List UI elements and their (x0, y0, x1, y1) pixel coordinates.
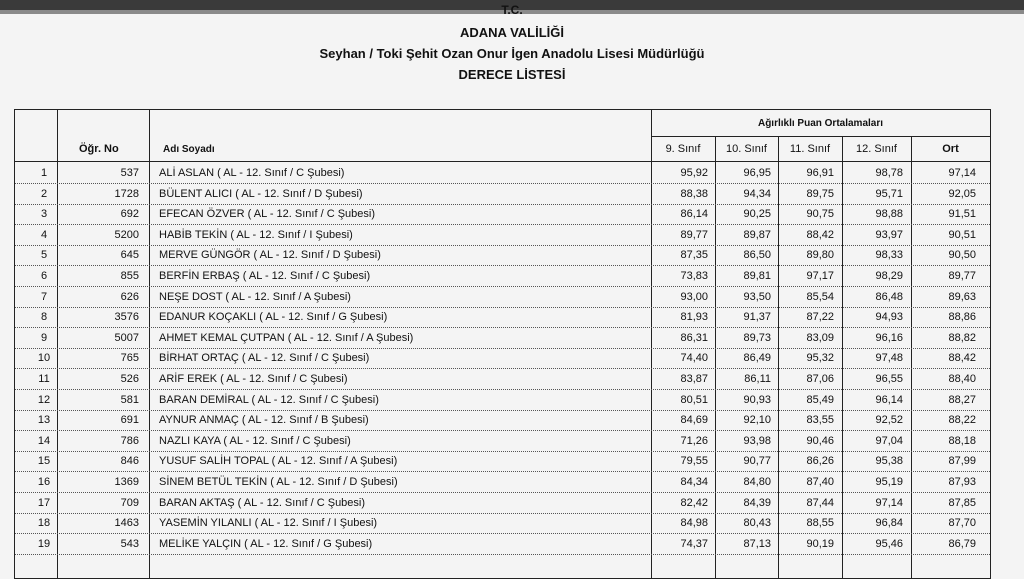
table-row (15, 533, 990, 555)
grade11-score: 89,80 (806, 249, 834, 262)
row-number: 4 (40, 228, 48, 241)
grade12-score: 92,52 (875, 414, 903, 427)
student-name: MELİKE YALÇIN ( AL - 12. Sınıf / G Şubesi) (159, 537, 373, 550)
average-score: 87,99 (948, 455, 976, 468)
grade9-score: 79,55 (680, 455, 708, 468)
grade12-score: 95,19 (875, 476, 903, 488)
grade10-score: 93,98 (743, 434, 771, 447)
grade10-score: 86,50 (743, 249, 771, 262)
student-number: 581 (120, 393, 139, 406)
table-row (15, 183, 990, 205)
student-name: AHMET KEMAL ÇUTPAN ( AL - 12. Sınıf / A Şubesi) (159, 331, 414, 344)
grade11-score: 88,55 (806, 517, 834, 530)
grade10-score: 90,77 (743, 455, 771, 468)
weighted-avg-header: Ağırlıklı Puan Ortalamaları (757, 118, 884, 129)
grade11-score: 90,46 (806, 434, 834, 447)
table-row (15, 389, 990, 411)
row-number: 16 (37, 476, 51, 488)
grade9-score: 73,83 (680, 270, 708, 282)
grade12-score: 96,55 (875, 373, 903, 385)
grade10-header: 10. Sınıf (726, 143, 767, 155)
grade10-score: 84,80 (743, 476, 771, 488)
student-name: MERVE GÜNGÖR ( AL - 12. Sınıf / D Şubesi) (159, 249, 381, 262)
table-row (15, 224, 990, 246)
grade11-score: 89,75 (806, 187, 834, 200)
student-name: NEŞE DOST ( AL - 12. Sınıf / A Şubesi) (159, 290, 351, 303)
student-number: 5200 (114, 228, 139, 241)
table-row (15, 409, 990, 431)
row-number: 19 (37, 537, 51, 550)
table-row (15, 512, 990, 534)
average-score: 90,50 (948, 249, 976, 262)
row-number: 6 (40, 270, 48, 282)
student-name: BİRHAT ORTAÇ ( AL - 12. Sınıf / C Şubesi) (159, 352, 370, 365)
student-number: 537 (120, 167, 139, 179)
average-score: 88,82 (948, 331, 976, 344)
grade10-score: 91,37 (743, 311, 771, 324)
grade9-header: 9. Sınıf (665, 143, 701, 155)
table-row (15, 368, 990, 390)
grade10-score: 92,10 (743, 414, 771, 427)
grade9-score: 74,37 (680, 537, 708, 550)
grade11-score: 90,75 (806, 208, 834, 221)
grade11-score: 86,26 (806, 455, 834, 468)
student-no-header: Öğr. No (79, 143, 119, 155)
student-name: BARAN AKTAŞ ( AL - 12. Sınıf / C Şubesi) (159, 496, 366, 509)
grade12-score: 94,93 (875, 311, 903, 324)
row-number: 12 (37, 393, 51, 406)
grade9-score: 80,51 (680, 393, 708, 406)
header-school: Seyhan / Toki Şehit Ozan Onur İgen Anadolu Lisesi Müdürlüğü (319, 46, 705, 61)
student-name: ARİF EREK ( AL - 12. Sınıf / C Şubesi) (159, 373, 348, 385)
average-score: 88,42 (948, 352, 976, 365)
row-number: 3 (40, 208, 48, 221)
grade9-score: 89,77 (680, 228, 708, 241)
average-score: 97,14 (948, 167, 976, 179)
grade11-score: 85,49 (806, 393, 834, 406)
grade12-score: 97,14 (875, 496, 903, 509)
row-number: 8 (40, 311, 48, 324)
grade10-score: 96,95 (743, 167, 771, 179)
grade9-score: 87,35 (680, 249, 708, 262)
grade10-score: 89,87 (743, 228, 771, 241)
table-row (15, 162, 990, 184)
grade9-score: 93,00 (680, 290, 708, 303)
grade11-score: 90,19 (806, 537, 834, 550)
row-number: 15 (37, 455, 51, 468)
row-number: 18 (37, 517, 51, 530)
grade11-score: 83,09 (806, 331, 834, 344)
average-score: 89,77 (948, 270, 976, 282)
grade9-score: 74,40 (680, 352, 708, 365)
grade10-score: 93,50 (743, 290, 771, 303)
grade9-score: 84,69 (680, 414, 708, 427)
grade9-score: 71,26 (680, 434, 708, 447)
grade12-score: 98,78 (875, 167, 903, 179)
grade9-score: 84,98 (680, 517, 708, 530)
average-score: 92,05 (948, 187, 976, 200)
grade12-score: 97,48 (875, 352, 903, 365)
student-number: 709 (120, 496, 139, 509)
average-score: 90,51 (948, 228, 976, 241)
student-name: YUSUF SALİH TOPAL ( AL - 12. Sınıf / A Şubesi) (159, 455, 398, 468)
grade12-score: 96,14 (875, 393, 903, 406)
average-score: 88,40 (948, 373, 976, 385)
grade12-score: 95,71 (875, 187, 903, 200)
student-number: 526 (120, 373, 139, 385)
grade10-score: 86,49 (743, 352, 771, 365)
row-number: 2 (40, 187, 48, 200)
name-header: Adı Soyadı (163, 144, 215, 155)
grade10-score: 89,73 (743, 331, 771, 344)
grade12-score: 86,48 (875, 290, 903, 303)
grade11-score: 97,17 (806, 270, 834, 282)
header-list-title: DERECE LİSTESİ (458, 67, 566, 82)
grade11-score: 96,91 (806, 167, 834, 179)
average-score: 88,18 (948, 434, 976, 447)
grade11-score: 85,54 (806, 290, 834, 303)
grade9-score: 86,14 (680, 208, 708, 221)
grade9-score: 84,34 (680, 476, 708, 488)
grade11-score: 87,22 (806, 311, 834, 324)
average-header: Ort (942, 143, 959, 155)
row-number: 11 (38, 373, 50, 385)
student-name: ALİ ASLAN ( AL - 12. Sınıf / C Şubesi) (159, 167, 345, 179)
average-score: 88,27 (948, 393, 976, 406)
grade12-score: 98,33 (875, 249, 903, 262)
grade11-header: 11. Sınıf (789, 143, 831, 155)
student-number: 645 (120, 249, 139, 262)
row-number: 5 (40, 249, 48, 262)
ranking-table (14, 109, 991, 579)
grade11-score: 87,44 (806, 496, 834, 509)
grade12-score: 98,29 (875, 270, 903, 282)
grade9-score: 81,93 (680, 311, 708, 324)
student-name: NAZLI KAYA ( AL - 12. Sınıf / C Şubesi) (159, 434, 351, 447)
average-score: 91,51 (948, 208, 976, 221)
grade10-score: 86,11 (744, 373, 771, 385)
student-number: 543 (120, 537, 139, 550)
grade9-score: 88,38 (680, 187, 708, 200)
table-row (15, 430, 990, 452)
grade9-score: 82,42 (680, 496, 708, 509)
student-name: AYNUR ANMAÇ ( AL - 12. Sınıf / B Şubesi) (159, 414, 369, 427)
student-name: BARAN DEMİRAL ( AL - 12. Sınıf / C Şubesi) (159, 393, 379, 406)
average-score: 87,93 (948, 476, 976, 488)
average-score: 88,86 (948, 311, 976, 324)
average-score: 89,63 (948, 290, 976, 303)
grade12-score: 95,38 (875, 455, 903, 468)
grade12-header: 12. Sınıf (856, 143, 897, 155)
row-number: 14 (37, 434, 51, 447)
table-row (15, 203, 990, 225)
table-row (15, 471, 990, 493)
student-number: 3576 (114, 311, 139, 324)
row-number: 10 (37, 352, 51, 365)
grade11-score: 95,32 (806, 352, 834, 365)
table-row (15, 327, 990, 349)
header-governorship: ADANA VALİLİĞİ (460, 25, 564, 40)
student-name: EDANUR KOÇAKLI ( AL - 12. Sınıf / G Şubesi) (159, 311, 388, 324)
header-tc: T.C. (501, 3, 523, 17)
table-row (15, 347, 990, 369)
student-number: 626 (120, 290, 139, 303)
student-number: 765 (120, 352, 139, 365)
student-number: 1463 (114, 517, 139, 530)
average-score: 86,79 (948, 537, 976, 550)
table-row (15, 450, 990, 472)
average-score: 87,70 (948, 517, 976, 530)
grade10-score: 94,34 (743, 187, 771, 200)
student-name: BÜLENT ALICI ( AL - 12. Sınıf / D Şubesi) (159, 187, 363, 200)
grade9-score: 83,87 (680, 373, 708, 385)
grade11-score: 88,42 (806, 228, 834, 241)
student-number: 846 (120, 455, 139, 468)
table-row (15, 265, 990, 287)
table-row (15, 492, 990, 514)
row-number: 9 (40, 331, 48, 344)
table-row (15, 244, 990, 266)
grade12-score: 97,04 (875, 434, 903, 447)
student-number: 855 (120, 270, 139, 282)
student-name: SİNEM BETÜL TEKİN ( AL - 12. Sınıf / D Şubesi) (159, 476, 398, 488)
grade12-score: 96,84 (875, 517, 903, 530)
grade10-score: 90,25 (743, 208, 771, 221)
grade12-score: 98,88 (875, 208, 903, 221)
student-name: YASEMİN YILANLI ( AL - 12. Sınıf / I Şubesi) (159, 517, 378, 530)
student-name: EFECAN ÖZVER ( AL - 12. Sınıf / C Şubesi) (159, 208, 375, 221)
grade11-score: 87,06 (806, 373, 834, 385)
student-number: 692 (120, 208, 139, 221)
grade11-score: 87,40 (806, 476, 834, 488)
grade9-score: 95,92 (680, 167, 708, 179)
student-name: BERFİN ERBAŞ ( AL - 12. Sınıf / C Şubesi) (159, 270, 371, 282)
grade11-score: 83,55 (806, 414, 834, 427)
average-score: 87,85 (948, 496, 976, 509)
student-name: HABİB TEKİN ( AL - 12. Sınıf / I Şubesi) (159, 228, 353, 241)
student-number: 786 (120, 434, 139, 447)
grade12-score: 93,97 (875, 228, 903, 241)
row-number: 13 (37, 414, 51, 427)
row-number: 7 (40, 290, 48, 303)
grade10-score: 89,81 (743, 270, 771, 282)
table-row (15, 306, 990, 328)
grade12-score: 96,16 (875, 331, 903, 344)
table-row (15, 286, 990, 308)
grade10-score: 87,13 (743, 537, 771, 550)
grade10-score: 84,39 (743, 496, 771, 509)
grade10-score: 80,43 (743, 517, 771, 530)
student-number: 1728 (114, 187, 139, 200)
row-number: 1 (40, 167, 48, 179)
student-number: 5007 (114, 331, 139, 344)
row-number: 17 (37, 496, 51, 509)
grade12-score: 95,46 (875, 537, 903, 550)
student-number: 691 (120, 414, 139, 427)
grade9-score: 86,31 (680, 331, 708, 344)
grade10-score: 90,93 (743, 393, 771, 406)
average-score: 88,22 (948, 414, 976, 427)
student-number: 1369 (114, 476, 139, 488)
